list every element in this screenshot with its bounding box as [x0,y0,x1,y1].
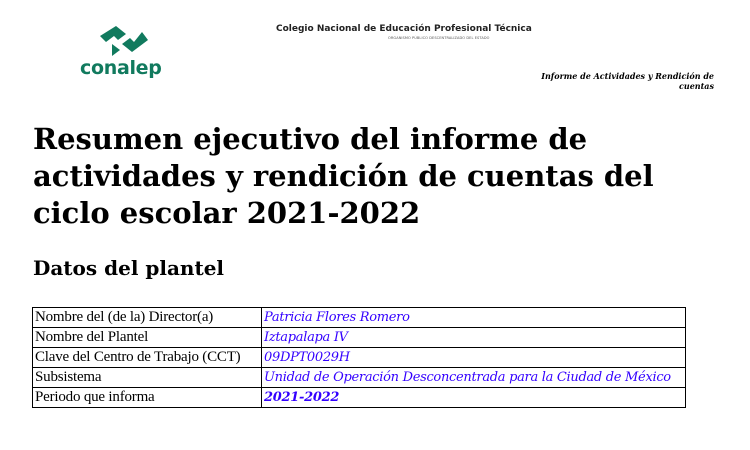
row-value: 09DPT0029H [262,348,686,368]
logo-text: conalep [80,57,162,79]
row-label: Nombre del (de la) Director(a) [33,308,262,328]
table-row [33,328,686,348]
row-label: Periodo que informa [33,388,262,408]
table-row [33,368,686,388]
row-value: Iztapalapa IV [262,328,686,348]
row-value: 2021-2022 [262,388,686,408]
report-label: Informe de Actividades y Rendición de cuentas [541,71,714,91]
institution-subtitle: ORGANISMO PÚBLICO DESCENTRALIZADO DEL ESTADO [388,36,490,40]
table-row [33,388,686,408]
page-title: Resumen ejecutivo del informe de actividades y rendición de cuentas del ciclo escolar 2021-2022 [33,122,654,230]
row-label: Nombre del Plantel [33,328,262,348]
row-value: Patricia Flores Romero [262,308,686,328]
row-value: Unidad de Operación Desconcentrada para la Ciudad de México [262,368,686,388]
section-heading: Datos del plantel [33,256,225,280]
school-data-table [32,307,686,408]
row-label: Subsistema [33,368,262,388]
institution-name: Colegio Nacional de Educación Profesional Técnica [276,24,532,34]
row-label: Clave del Centro de Trabajo (CCT) [33,348,262,368]
table-row [33,308,686,328]
table-row [33,348,686,368]
